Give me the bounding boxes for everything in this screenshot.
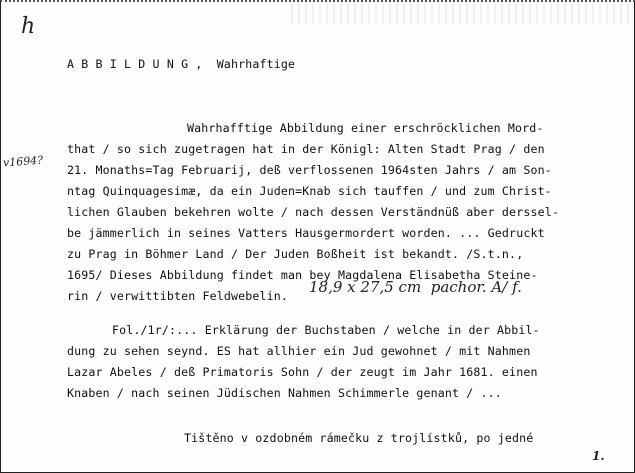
description-line: lichen Glauben bekehren wolte / nach dessen Verständnüß aber derssel- [67, 205, 559, 219]
description-line: Wahrhafftige Abbildung einer erschröcklichen Mord- [187, 121, 544, 135]
description-line: 1695/ Dieses Abbildung findet man bey Magdalena Elisabetha Steine- [67, 268, 538, 282]
handwritten-dimension-note: 18,9 x 27,5 cm pachor. A/ f. [309, 278, 522, 296]
explanation-line: Knaben / nach seinen Jüdischen Nahmen Schimmerle genant / ... [67, 386, 502, 400]
description-line: ntag Quinquagesimæ, da ein Juden=Knab sich tauffen / und zum Christ- [67, 184, 552, 198]
description-line: be jämmerlich in seines Vatters Hausgermordert worden. ... Gedruckt [67, 226, 545, 240]
print-note: Tištěno v ozdobném rámečku z trojlístků, po jedné [184, 431, 534, 445]
margin-handwritten-note: v1694? [2, 153, 44, 170]
description-line: zu Prag in Böhmer Land / Der Juden Boßheit ist bekandt. /S.t.n., [67, 247, 524, 261]
description-line: rin / verwittibten Feldwebelin. [67, 289, 289, 303]
explanation-line: Lazar Abeles / deß Primatoris Sohn / der zeugt im Jahr 1681. einen [67, 365, 538, 379]
explanation-line: Fol./1r/:... Erklärung der Buchstaben / welche in der Abbil- [112, 323, 540, 337]
card-title: A B B I L D U N G , Wahrhaftige [67, 57, 296, 71]
description-line: 21. Monaths=Tag Februarij, deß verflossenen 1964sten Jahrs / am Son- [67, 163, 552, 177]
description-line: that / so sich zugetragen hat in der Königl: Alten Stadt Prag / den [67, 142, 545, 156]
scan-noise [291, 2, 631, 24]
explanation-line: dung zu sehen seynd. ES hat allhier ein Jud gewohnet / mit Nahmen [67, 344, 531, 358]
page-number: 1. [592, 449, 605, 463]
corner-handwritten-mark: h [21, 14, 36, 39]
